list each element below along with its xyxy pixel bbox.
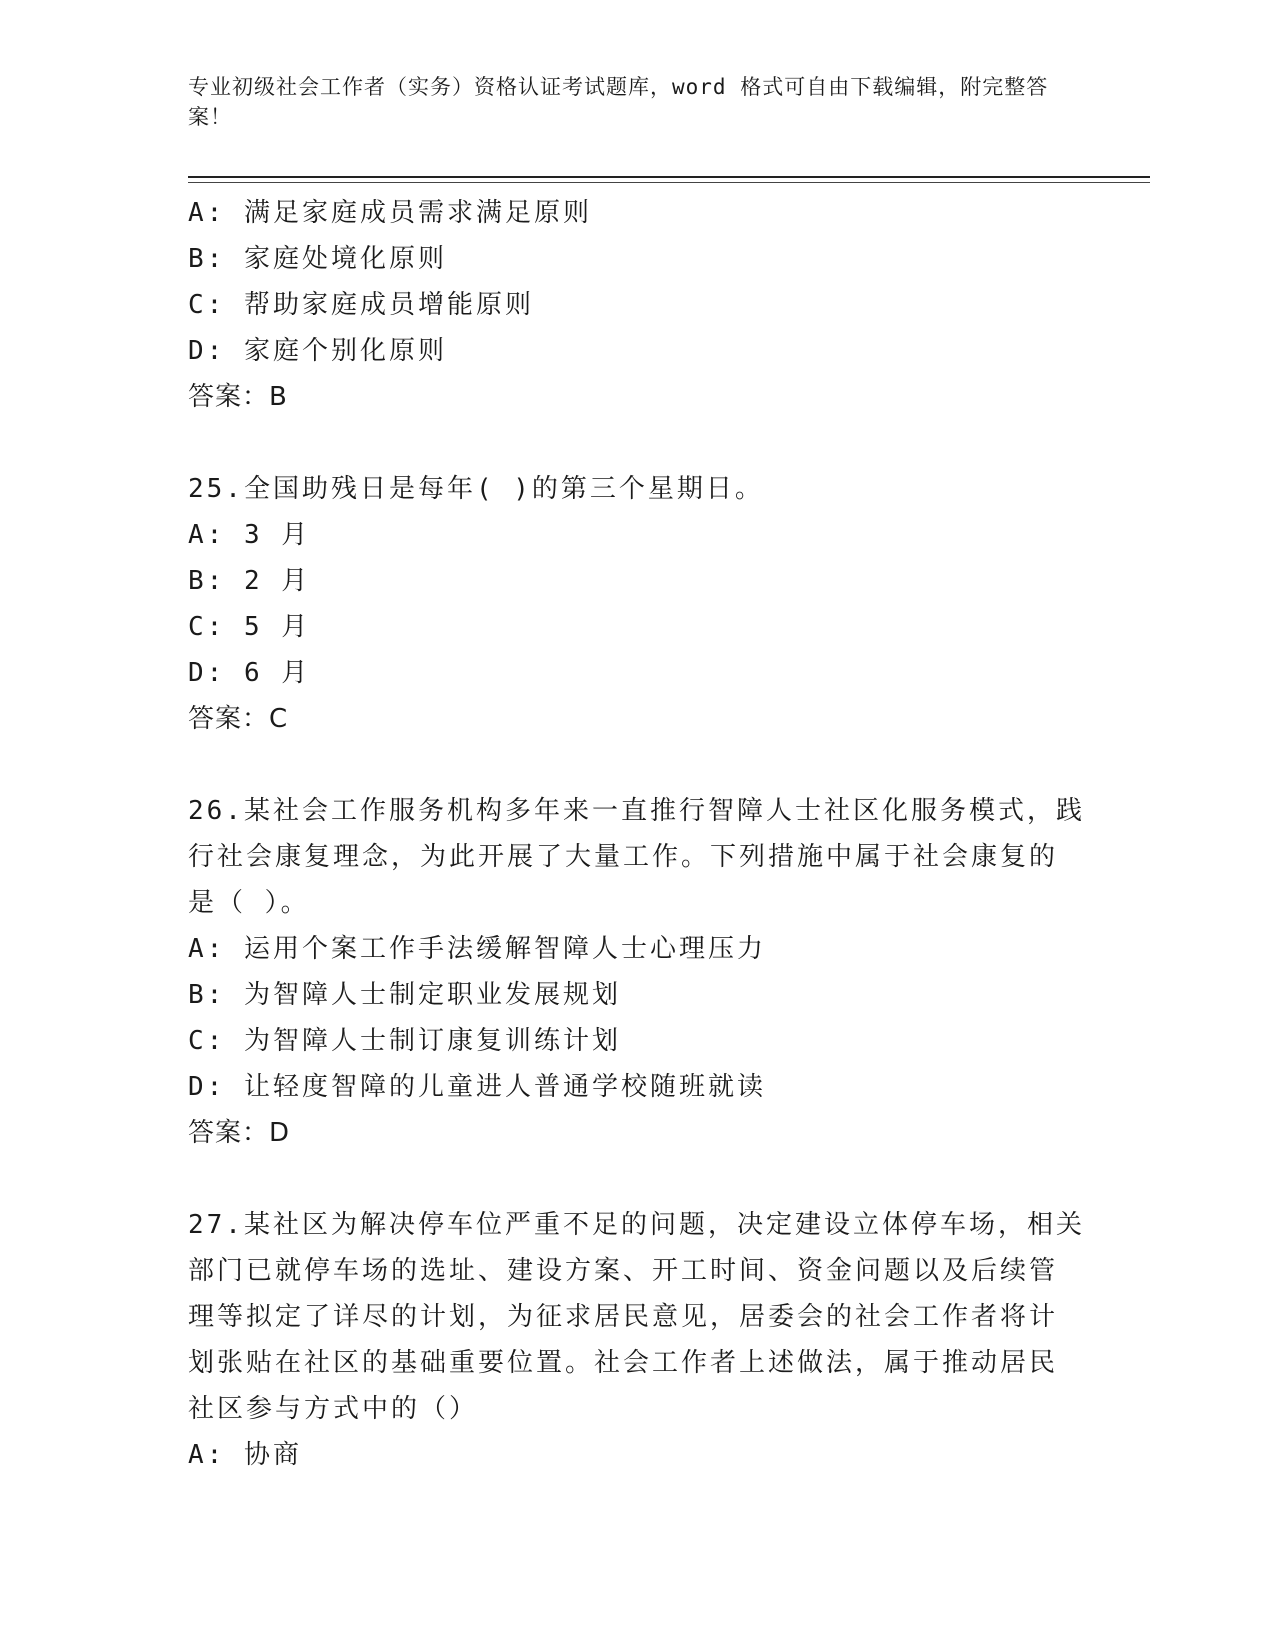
- question-block-25: [188, 466, 1088, 742]
- option-a: A: 3 月: [188, 520, 311, 550]
- option-d: D: 6 月: [188, 658, 311, 688]
- question-stem-line: 是（ ）。: [188, 888, 310, 918]
- option-b: B: 为智障人士制定职业发展规划: [188, 980, 621, 1010]
- document-header: [188, 72, 1068, 132]
- question-stem-line: 理等拟定了详尽的计划，为征求居民意见，居委会的社会工作者将计: [188, 1302, 1059, 1332]
- question-stem-line: 社区参与方式中的（）: [188, 1394, 479, 1424]
- question-stem: 25.全国助残日是每年( )的第三个星期日。: [188, 474, 764, 504]
- header-divider-thin: [188, 182, 1150, 183]
- question-stem-line: 26.某社会工作服务机构多年来一直推行智障人士社区化服务模式，践: [188, 796, 1085, 826]
- question-block-24: [188, 190, 1088, 420]
- question-stem-line: 划张贴在社区的基础重要位置。社会工作者上述做法，属于推动居民: [188, 1348, 1059, 1378]
- question-stem-line: 27.某社区为解决停车位严重不足的问题，决定建设立体停车场，相关: [188, 1210, 1085, 1240]
- option-d: D: 让轻度智障的儿童进人普通学校随班就读: [188, 1072, 766, 1102]
- answer-line: 答案：B: [188, 382, 288, 412]
- answer-line: 答案：C: [188, 704, 289, 734]
- header-text: 专业初级社会工作者（实务）资格认证考试题库，word 格式可自由下载编辑，附完整答案！: [188, 75, 1049, 129]
- option-c: C: 帮助家庭成员增能原则: [188, 290, 534, 320]
- option-a: A: 运用个案工作手法缓解智障人士心理压力: [188, 934, 766, 964]
- question-block-27: [188, 1202, 1088, 1478]
- option-b: B: 2 月: [188, 566, 311, 596]
- option-b: B: 家庭处境化原则: [188, 244, 447, 274]
- header-divider-thick: [188, 176, 1150, 178]
- option-d: D: 家庭个别化原则: [188, 336, 447, 366]
- answer-line: 答案：D: [188, 1118, 291, 1148]
- option-a: A: 满足家庭成员需求满足原则: [188, 198, 592, 228]
- option-a: A: 协商: [188, 1440, 302, 1470]
- option-c: C: 为智障人士制订康复训练计划: [188, 1026, 621, 1056]
- question-list: [188, 190, 1088, 1478]
- option-c: C: 5 月: [188, 612, 311, 642]
- question-stem-line: 行社会康复理念，为此开展了大量工作。下列措施中属于社会康复的: [188, 842, 1059, 872]
- question-block-26: [188, 788, 1088, 1156]
- question-stem-line: 部门已就停车场的选址、建设方案、开工时间、资金问题以及后续管: [188, 1256, 1059, 1286]
